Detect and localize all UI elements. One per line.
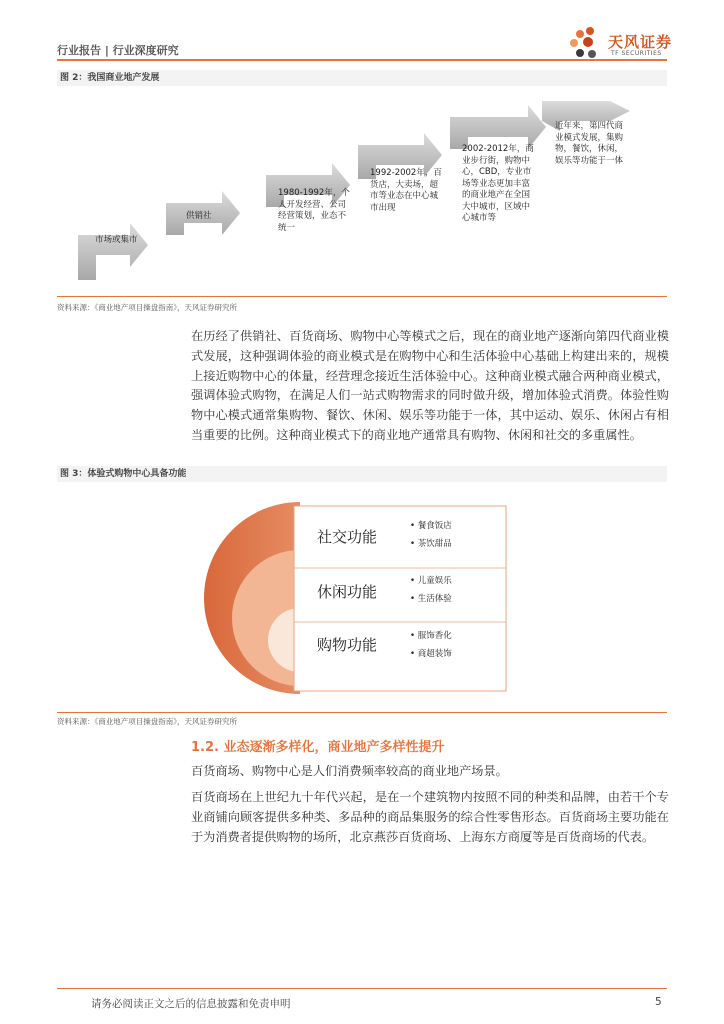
section-paragraph-1: 百货商场、购物中心是人们消费频率较高的商业地产场景。 [191,764,508,778]
footer-divider [57,988,667,989]
stair-label-5: 2002-2012年，商业步行街，购物中心，CBD，专业市场等业态更加丰富的商业地产在全国大中城市，区域中心城市等 [462,144,534,223]
figure-3-title: 图 3：体验式购物中心具备功能 [57,466,667,482]
function-label-shopping: 购物功能 [317,636,378,654]
body-paragraph: 在历经了供销社、百货商场、购物中心等模式之后，现在的商业地产逐渐向第四代商业模式发展，这种强调体验的商业模式是在购物中心和生活体验中心基础上构建出来的，规模上接近购物中心的体量，经营理念接近生活体验中心。这种商业模式融合两种商业模式，强调体验式购物，在满足人们一站式购物需求的同时做升级，增加体验式消费。体验性购物中心模式通常集购物、餐饮、休闲、娱乐等功能于一体，其中运动、娱乐、休闲占有相当重要的比例。这种商业模式下的商业地产通常具有购物、休闲和社交的多重属性。 [191,329,669,442]
function-bullet-social-2: • 茶饮甜品 [410,539,452,549]
function-bullet-leisure-1: • 儿童娱乐 [410,576,452,586]
stair-label-1: 市场或集市 [95,235,138,245]
brand-name: 天风证券 [608,33,673,51]
header-divider [57,59,667,61]
figure-2-bottom-rule [57,296,667,297]
function-bullet-shopping-2: • 商超装饰 [410,649,452,659]
figure-2-source: 资料来源：《商业地产项目操盘指南》，天风证券研究所 [57,303,237,312]
report-category: 行业报告 | 行业深度研究 [57,44,179,57]
page-number: 5 [655,996,662,1008]
stair-label-2: 供销社 [186,211,212,221]
stair-step-5 [450,105,546,149]
stair-step-1 [78,223,148,280]
function-label-social: 社交功能 [317,528,378,546]
footer-disclaimer[interactable]: 请务必阅读正文之后的信息披露和免责申明 [91,998,291,1010]
stair-label-3: 1980-1992年，个人开发经营、公司经营策划，业态不统一 [278,188,350,233]
figure-3-bottom-rule [57,712,667,713]
stair-label-4: 1992-2002年，百货店，大卖场，超市等业态在中心城市出现 [370,168,442,213]
tf-logo-icon [568,26,608,62]
function-bullet-social-1: • 餐食饭店 [410,521,452,531]
section-title: 1.2. 业态逐渐多样化，商业地产多样性提升 [191,740,445,755]
brand-name-en: TF SECURITIES [611,50,662,57]
section-paragraph-2: 百货商场在上世纪九十年代兴起，是在一个建筑物内按照不同的种类和品牌，由若干个专业商铺向顾客提供多种类、多品种的商品集服务的综合性零售形态。百货商场主要功能在于为消费者提供购物的场所，北京燕莎百货商场、上海东方商厦等是百货商场的代表。 [191,790,669,844]
function-label-leisure: 休闲功能 [317,583,378,601]
function-bullet-leisure-2: • 生活体验 [410,594,452,604]
figure-3-source: 资料来源：《商业地产项目操盘指南》，天风证券研究所 [57,717,237,726]
function-bullet-shopping-1: • 服饰香化 [410,631,452,641]
stair-label-6: 近年来，第四代商业模式发展，集购物，餐饮，休闲，娱乐等功能于一体 [555,121,624,166]
figure-2-title: 图 2：我国商业地产发展 [57,70,667,86]
